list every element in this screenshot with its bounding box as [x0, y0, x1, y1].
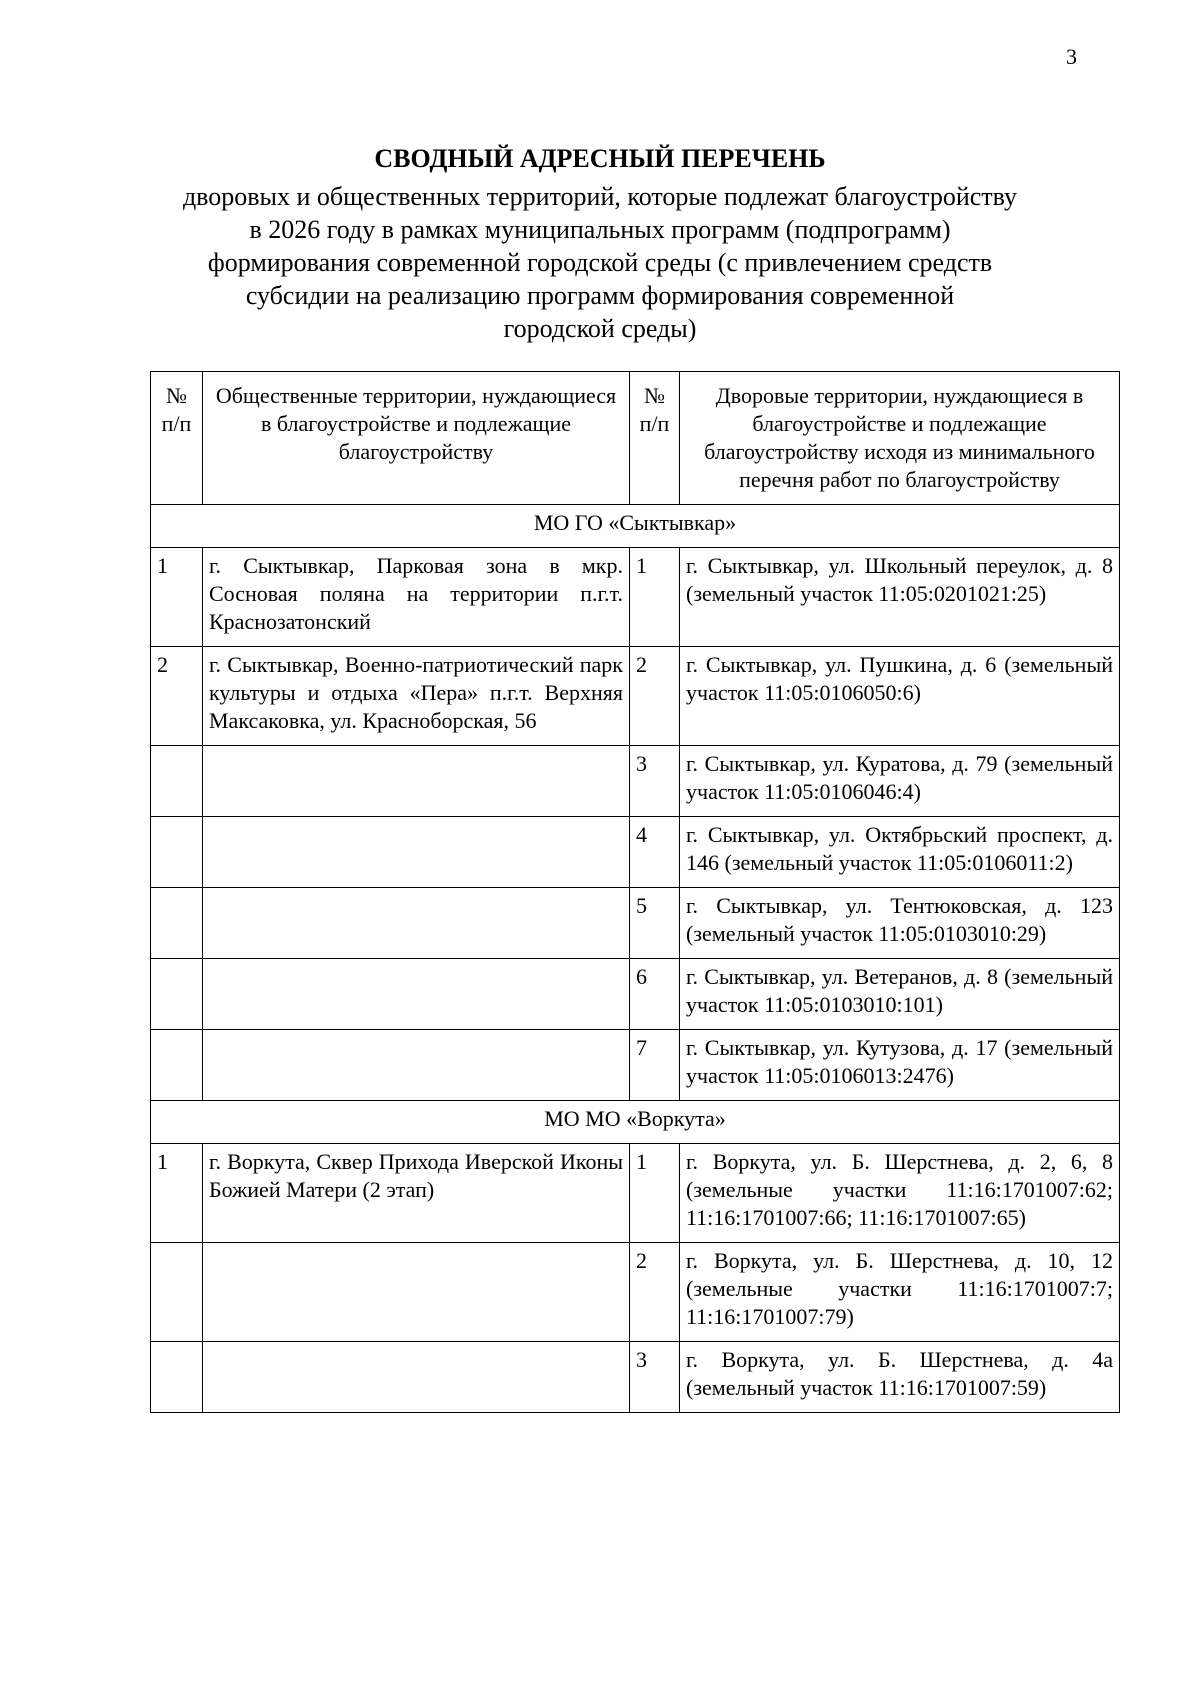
yard-num: 7	[630, 1030, 680, 1101]
yard-territory: г. Воркута, ул. Б. Шерстнева, д. 4а (земельный участок 11:16:1701007:59)	[680, 1342, 1120, 1413]
header-yard-territories: Дворовые территории, нуждающиеся в благоустройстве и подлежащие благоустройству исходя из минимального перечня работ по благоустройству	[680, 372, 1120, 505]
subtitle-line: субсидии на реализацию программ формирования современной	[245, 281, 955, 310]
table-row	[151, 746, 1120, 817]
public-num	[151, 817, 203, 888]
yard-territory: г. Сыктывкар, ул. Тентюковская, д. 123 (земельный участок 11:05:0103010:29)	[680, 888, 1120, 959]
public-num	[151, 1030, 203, 1101]
subtitle-line: в 2026 году в рамках муниципальных программ (подпрограмм)	[249, 215, 951, 244]
region-name: МО МО «Воркута»	[151, 1101, 1120, 1144]
yard-territory: г. Сыктывкар, ул. Пушкина, д. 6 (земельный участок 11:05:0106050:6)	[680, 647, 1120, 746]
table-row	[151, 959, 1120, 1030]
subtitle-line: городской среды)	[503, 314, 697, 343]
yard-territory: г. Сыктывкар, ул. Куратова, д. 79 (земельный участок 11:05:0106046:4)	[680, 746, 1120, 817]
yard-num: 4	[630, 817, 680, 888]
table-row	[151, 1243, 1120, 1342]
address-table	[150, 371, 1120, 1413]
yard-num: 1	[630, 548, 680, 647]
table-header-row	[151, 372, 1120, 505]
public-territory: г. Сыктывкар, Военно-патриотический парк культуры и отдыха «Пера» п.г.т. Верхняя Максаковка, ул. Красноборская, 56	[203, 647, 630, 746]
yard-num: 2	[630, 647, 680, 746]
public-num: 2	[151, 647, 203, 746]
public-num	[151, 888, 203, 959]
yard-territory: г. Сыктывкар, ул. Школьный переулок, д. 8 (земельный участок 11:05:0201021:25)	[680, 548, 1120, 647]
region-row	[151, 1101, 1120, 1144]
yard-territory: г. Сыктывкар, ул. Ветеранов, д. 8 (земельный участок 11:05:0103010:101)	[680, 959, 1120, 1030]
yard-num: 6	[630, 959, 680, 1030]
table-row	[151, 1144, 1120, 1243]
page-number: 3	[1066, 44, 1077, 69]
public-num	[151, 1342, 203, 1413]
public-territory: г. Воркута, Сквер Прихода Иверской Иконы Божией Матери (2 этап)	[203, 1144, 630, 1243]
region-row	[151, 505, 1120, 548]
region-name: МО ГО «Сыктывкар»	[151, 505, 1120, 548]
public-num	[151, 1243, 203, 1342]
public-num: 1	[151, 548, 203, 647]
public-territory	[203, 1342, 630, 1413]
yard-territory: г. Сыктывкар, ул. Кутузова, д. 17 (земельный участок 11:05:0106013:2476)	[680, 1030, 1120, 1101]
subtitle-line: дворовых и общественных территорий, которые подлежат благоустройству	[182, 182, 1018, 211]
header-public-territories: Общественные территории, нуждающиеся в благоустройстве и подлежащие благоустройству	[203, 372, 630, 505]
subtitle-line: формирования современной городской среды (с привлечением средств	[207, 248, 993, 277]
public-num: 1	[151, 1144, 203, 1243]
yard-num: 1	[630, 1144, 680, 1243]
table-row	[151, 647, 1120, 746]
header-num-right: № п/п	[630, 372, 680, 505]
public-territory	[203, 746, 630, 817]
header-num-left: № п/п	[151, 372, 203, 505]
yard-num: 2	[630, 1243, 680, 1342]
table-row	[151, 1342, 1120, 1413]
table-row	[151, 1030, 1120, 1101]
public-territory: г. Сыктывкар, Парковая зона в мкр. Сосновая поляна на территории п.г.т. Краснозатонский	[203, 548, 630, 647]
yard-territory: г. Воркута, ул. Б. Шерстнева, д. 10, 12 (земельные участки 11:16:1701007:7; 11:16:1701007:79)	[680, 1243, 1120, 1342]
yard-territory: г. Сыктывкар, ул. Октябрьский проспект, д. 146 (земельный участок 11:05:0106011:2)	[680, 817, 1120, 888]
yard-num: 5	[630, 888, 680, 959]
public-territory	[203, 817, 630, 888]
document-heading	[150, 142, 1050, 345]
public-territory	[203, 959, 630, 1030]
public-territory	[203, 888, 630, 959]
table-row	[151, 817, 1120, 888]
public-num	[151, 959, 203, 1030]
table-row	[151, 548, 1120, 647]
public-territory	[203, 1243, 630, 1342]
yard-territory: г. Воркута, ул. Б. Шерстнева, д. 2, 6, 8 (земельные участки 11:16:1701007:62; 11:16:1701007:66; 11:16:1701007:65)	[680, 1144, 1120, 1243]
table-row	[151, 888, 1120, 959]
yard-num: 3	[630, 1342, 680, 1413]
public-num	[151, 746, 203, 817]
document-title: СВОДНЫЙ АДРЕСНЫЙ ПЕРЕЧЕНЬ	[374, 144, 826, 173]
public-territory	[203, 1030, 630, 1101]
yard-num: 3	[630, 746, 680, 817]
